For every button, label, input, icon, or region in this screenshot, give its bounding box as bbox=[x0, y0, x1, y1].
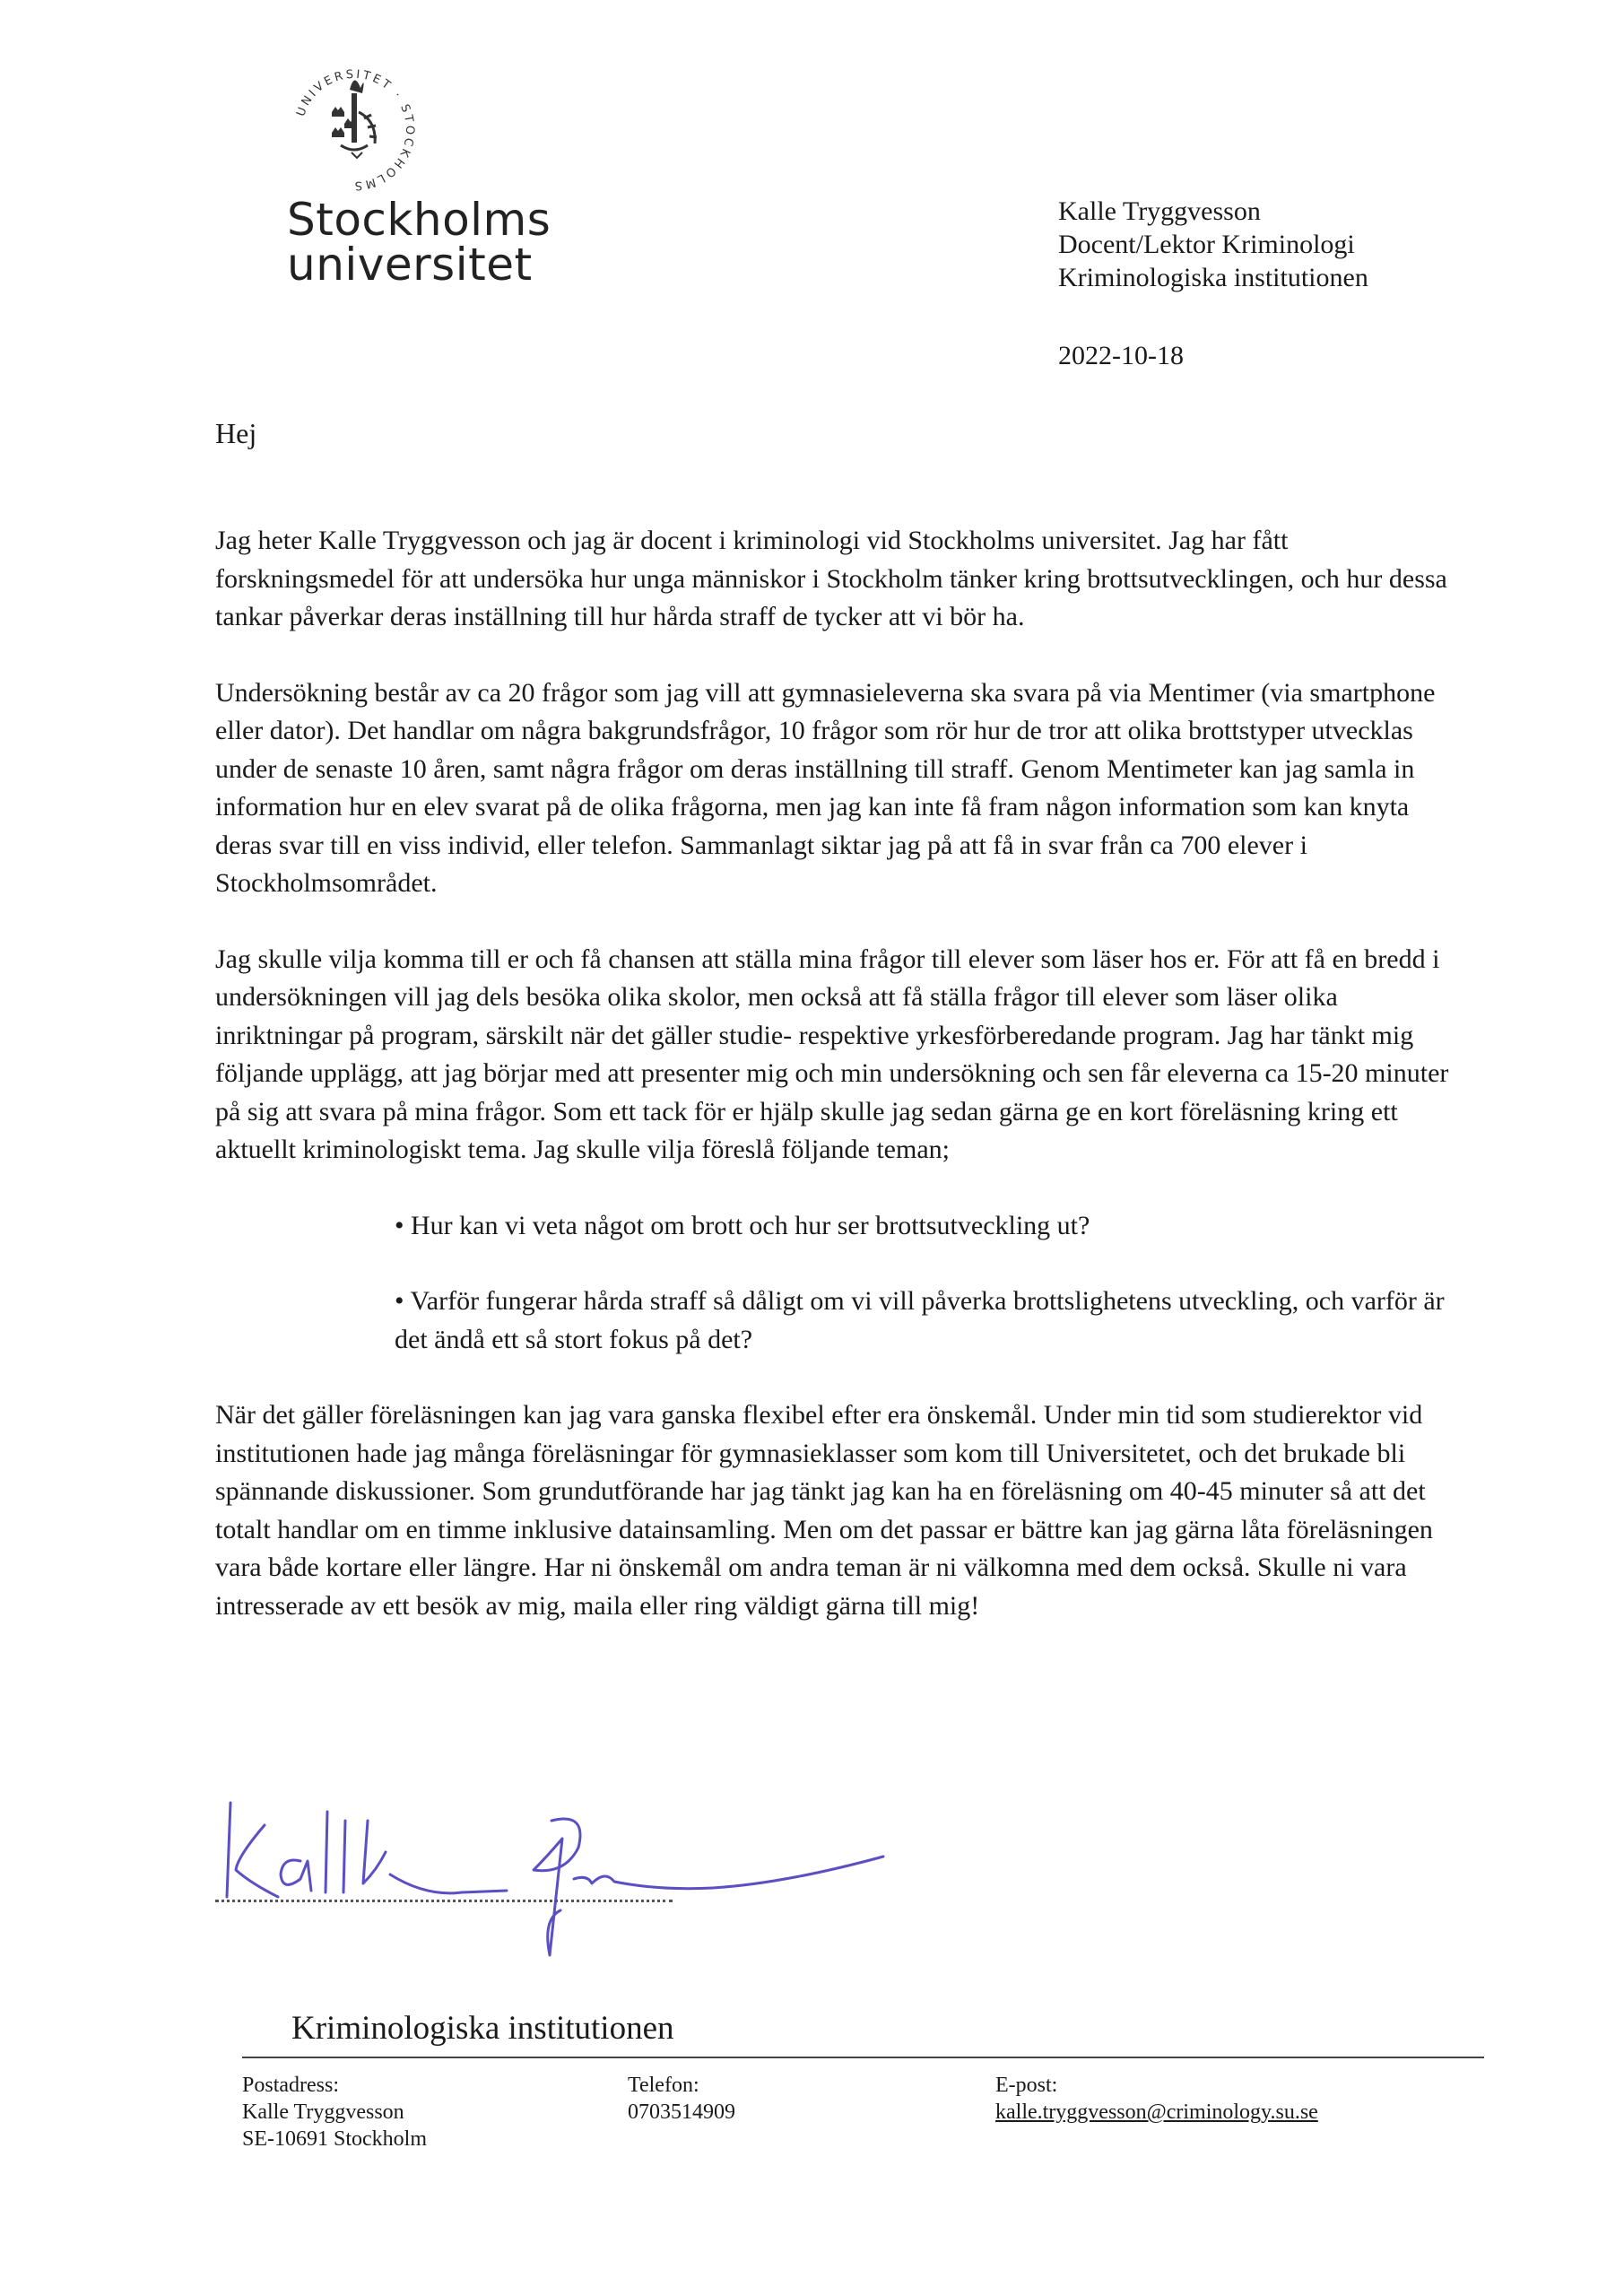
footer-postal-address bbox=[242, 2072, 427, 2152]
theme-list bbox=[215, 1207, 1453, 1360]
handwritten-signature bbox=[211, 1785, 928, 1964]
university-name-line2: universitet bbox=[287, 239, 533, 291]
signature-line bbox=[215, 1900, 673, 1902]
paragraph-3: Jag skulle vilja komma till er och få chansen att ställa mina frågor till elever som läser hos er. För att få en bredd i undersökningen vill jag dels besöka olika skolor, men också att få ställa frågor till elever som läser olika inriktningar på program, särskilt när det gäller studie- respektive yrkesförberedande program. Jag har tänkt mig följande upplägg, att jag börjar med att presenter mig och min undersökning och sen får eleverna ca 15-20 minuter på sig att svara på mina frågor. Som ett tack för er hjälp skulle jag sedan gärna ge en kort föreläsning kring ett aktuellt kriminologiskt tema. Jag skulle vilja föreslå följande teman; bbox=[215, 944, 1449, 1164]
svg-text:UNIVERSITET · STOCKHOLMS: UNIVERSITET · STOCKHOLMS bbox=[294, 67, 417, 193]
sender-name: Kalle Tryggvesson bbox=[1058, 196, 1261, 226]
footer-department: Kriminologiska institutionen bbox=[291, 2010, 674, 2047]
email-label: E-post: bbox=[995, 2074, 1058, 2097]
sender-title: Docent/Lektor Kriminologi bbox=[1058, 230, 1355, 259]
greeting: Hej bbox=[215, 417, 257, 449]
footer-email bbox=[995, 2072, 1318, 2126]
letter-body bbox=[215, 522, 1453, 1663]
postal-name: Kalle Tryggvesson bbox=[242, 2100, 404, 2124]
postal-label: Postadress: bbox=[242, 2074, 339, 2097]
university-name bbox=[287, 194, 551, 291]
footer-divider bbox=[242, 2057, 1484, 2058]
sender-block bbox=[1058, 195, 1368, 294]
phone-number: 0703514909 bbox=[628, 2100, 735, 2124]
paragraph-4: När det gäller föreläsningen kan jag vara ganska flexibel efter era önskemål. Under min tid som studierektor vid institutionen hade jag många föreläsningar för gymnasieklasser som kom till Universitetet, och det brukade bli spännande diskussioner. Som grundutförande har jag tänkt jag kan ha en föreläsning om 40-45 minuter så att det totalt handlar om en timme inklusive datainsamling. Men om det passar er bättre kan jag gärna låta föreläsningen vara både kortare eller längre. Har ni önskemål om andra teman är ni välkomna med dem också. Skulle ni vara intresserade av ett besök av mig, maila eller ring väldigt gärna till mig! bbox=[215, 1400, 1433, 1621]
university-name-line1: Stockholms bbox=[287, 194, 551, 246]
paragraph-2: Undersökning består av ca 20 frågor som jag vill att gymnasieleverna ska svara på via Mentimer (via smartphone eller dator). Det handlar om några bakgrundsfrågor, 10 frågor som rör hur de tror att olika brottstyper utvecklas under de senaste 10 åren, samt några frågor om deras inställning till straff. Genom Mentimeter kan jag samla in information hur en elev svarat på de olika frågorna, men jag kan inte få fram någon information som kan knyta deras svar till en viss individ, eller telefon. Sammanlagt siktar jag på att få in svar från ca 700 elever i Stockholmsområdet. bbox=[215, 677, 1436, 898]
postal-city: SE-10691 Stockholm bbox=[242, 2127, 428, 2151]
paragraph-1: Jag heter Kalle Tryggvesson och jag är docent i kriminologi vid Stockholms universitet. Jag har fått forskningsmedel för att undersöka hur unga människor i Stockholm tänker kring brottsutvecklingen, och hur dessa tankar påverkar deras inställning till hur hårda straff de tycker att vi bör ha. bbox=[215, 526, 1447, 631]
university-seal-icon bbox=[287, 63, 421, 197]
footer-phone bbox=[628, 2072, 735, 2126]
theme-item-2: • Varför fungerar hårda straff så dåligt om vi vill påverka brottslighetens utveckling, och varför är det ändå ett så stort fokus på det? bbox=[395, 1286, 1445, 1354]
theme-item-1: • Hur kan vi veta något om brott och hur ser brottsutveckling ut? bbox=[395, 1210, 1090, 1240]
letter-date: 2022-10-18 bbox=[1058, 341, 1184, 370]
email-link[interactable]: kalle.tryggvesson@criminology.su.se bbox=[995, 2100, 1318, 2124]
university-logo bbox=[287, 63, 551, 296]
sender-department: Kriminologiska institutionen bbox=[1058, 263, 1368, 292]
phone-label: Telefon: bbox=[628, 2074, 699, 2097]
